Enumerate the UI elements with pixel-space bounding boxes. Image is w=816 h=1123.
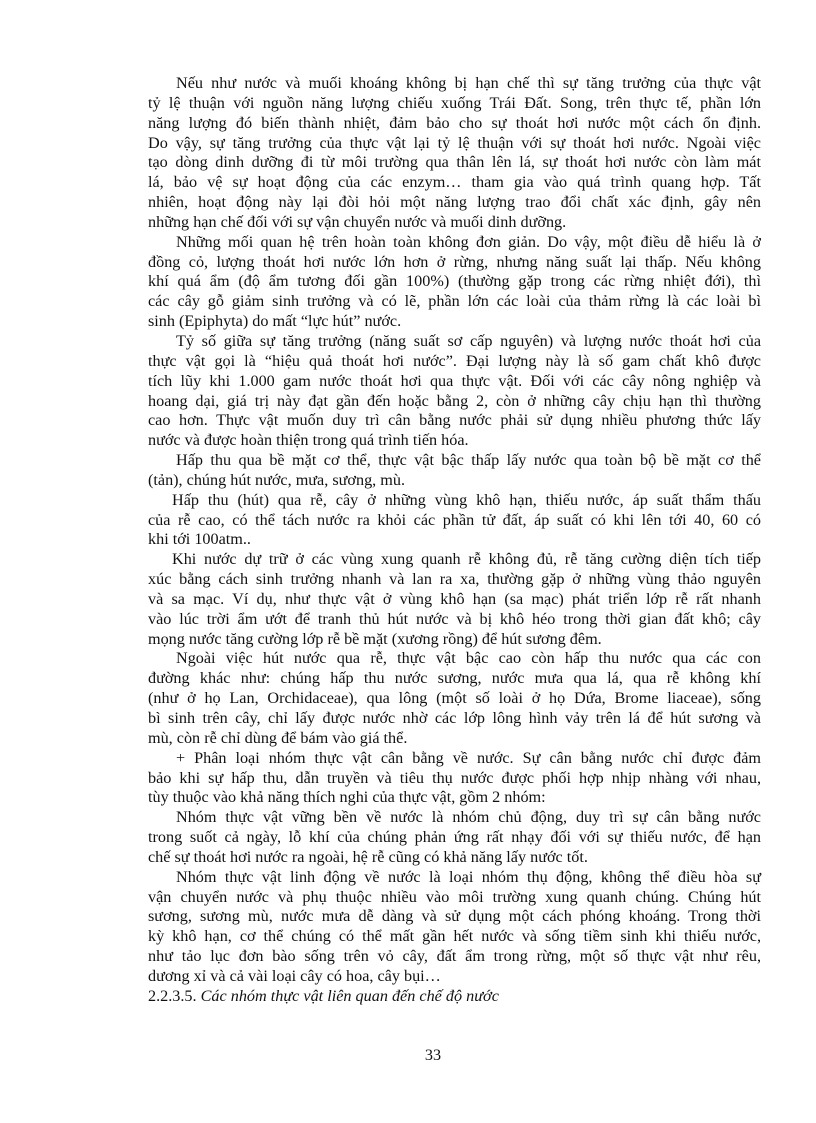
- text-line: đường khác như: chúng hấp thu nước sương, nước mưa qua lá, qua rễ không khí: [148, 669, 761, 688]
- text-line: các cây gỗ giảm sinh trưởng và có lẽ, phần lớn các loài của thảm rừng là các loài bì: [148, 292, 761, 311]
- text-line: trong suốt cả ngày, lỗ khí của chúng phản ứng rất nhạy đối với sự thiếu nước, để hạn: [148, 828, 761, 847]
- text-line: dương xỉ và cả vài loại cây có hoa, cây bụi…: [148, 966, 441, 985]
- text-line: cao hơn. Thực vật muốn duy trì cân bằng nước phải sử dụng nhiều phương thức lấy: [148, 411, 761, 430]
- text-line: bảo khi sự hấp thu, dẫn truyền và tiêu thụ nước được phối hợp nhịp nhàng với nhau,: [148, 768, 761, 787]
- paragraph: [148, 649, 761, 748]
- paragraph: [148, 868, 761, 987]
- paragraph: [148, 332, 761, 451]
- text-line: Nhóm thực vật linh động về nước là loại nhóm thụ động, không thể điều hòa sự: [176, 867, 761, 886]
- section-number: 2.2.3.5.: [148, 986, 197, 1005]
- text-line: xúc bằng cách sinh trưởng nhanh và lan ra xa, thường gặp ở những vùng thảo nguyên: [148, 570, 761, 589]
- text-line: sinh (Epiphyta) do mất “lực hút” nước.: [148, 312, 402, 331]
- text-line: như tảo lục đơn bào sống trên vỏ cây, đất ẩm trong rừng, một số thực vật như rêu,: [148, 947, 761, 966]
- paragraph: [148, 491, 761, 551]
- section-heading: [148, 987, 761, 1007]
- text-line: (tản), chúng hút nước, mưa, sương, mù.: [148, 470, 405, 489]
- text-line: Hấp thu qua bề mặt cơ thể, thực vật bậc thấp lấy nước qua toàn bộ bề mặt cơ thể: [176, 451, 761, 470]
- text-line: nước và được hoàn thiện trong quá trình tiến hóa.: [148, 431, 469, 450]
- text-line: Những mối quan hệ trên hoàn toàn không đơn giản. Do vậy, một điều dễ hiểu là ở: [176, 232, 761, 251]
- paragraph: [148, 808, 761, 868]
- text-line: kỳ khô hạn, cơ thể chúng có thể mất gần hết nước và sống tiềm sinh khi thiếu nước,: [148, 927, 761, 946]
- document-body: [148, 74, 761, 1007]
- text-line: Hấp thu (hút) qua rễ, cây ở những vùng khô hạn, thiếu nước, áp suất thẩm thấu: [172, 490, 761, 509]
- text-line: sương, sương mù, nước mưa dễ dàng và sử dụng một cách phóng khoáng. Trong thời: [148, 907, 761, 926]
- text-line: (như ở họ Lan, Orchidaceae), qua lông (một số loài ở họ Dứa, Brome liaceae), sống: [148, 689, 761, 708]
- text-line: Tỷ số giữa sự tăng trưởng (năng suất sơ cấp nguyên) và lượng nước thoát hơi của: [176, 331, 761, 350]
- text-line: + Phân loại nhóm thực vật cân bằng về nước. Sự cân bằng nước chỉ được đảm: [176, 748, 761, 767]
- text-line: tích lũy khi 1.000 gam nước thoát hơi qua thực vật. Đối với các cây nông nghiệp và: [148, 371, 761, 390]
- text-line: tạo dòng dinh dưỡng đi từ môi trường qua thân lên lá, sự thoát hơi nước còn làm mát: [148, 153, 761, 172]
- text-line: và sa mạc. Ví dụ, như thực vật ở vùng khô hạn (sa mạc) phát triển lớp rễ rất nhanh: [148, 589, 761, 608]
- text-line: của rễ cao, có thể tách nước ra khỏi các phần tử đất, áp suất có khi lên tới 40, 60 có: [148, 510, 761, 529]
- paragraph: [148, 749, 761, 809]
- text-line: tỷ lệ thuận với nguồn năng lượng chiếu xuống Trái Đất. Song, trên thực tế, phần lớn: [148, 93, 761, 112]
- text-line: nhiên, hoạt động này lại đòi hỏi một năng lượng trao đổi chất xác định, gây nên: [148, 193, 761, 212]
- text-line: lá, bảo vệ sự hoạt động của các enzym… tham gia vào quá trình quang hợp. Tất: [148, 173, 761, 192]
- text-line: đồng cỏ, lượng thoát hơi nước lớn hơn ở rừng, nhưng năng suất lại thấp. Nếu không: [148, 252, 761, 271]
- text-line: bì sinh trên cây, chỉ lấy được nước nhờ các lớp lông hình vảy trên lá để hút sương và: [148, 709, 761, 727]
- text-line: mọng nước tăng cường lớp rễ bề mặt (xương rồng) để hút sương đêm.: [148, 629, 602, 648]
- text-line: chế sự thoát hơi nước ra ngoài, hệ rễ cũng có khả năng lấy nước tốt.: [148, 847, 588, 866]
- text-line: những hạn chế đối với sự vận chuyển nước và muối dinh dưỡng.: [148, 212, 567, 231]
- text-line: khi tới 100atm..: [148, 530, 251, 549]
- paragraph: [148, 451, 761, 491]
- paragraph: [148, 233, 761, 332]
- text-line: tùy thuộc vào khả năng thích nghi của thực vật, gồm 2 nhóm:: [148, 788, 546, 807]
- text-line: vận chuyển nước và phụ thuộc nhiều vào môi trường xung quanh chúng. Chúng hút: [148, 887, 761, 906]
- text-line: vào lúc trời ẩm ướt để tranh thủ hút nước và bị khô héo trong thời gian đất khô; cây: [148, 609, 761, 628]
- text-line: khí quá ẩm (độ ẩm tương đối gần 100%) (thường gặp trong các rừng nhiệt đới), thì: [148, 272, 761, 291]
- text-line: Do vậy, sự tăng trưởng của thực vật lại tỷ lệ thuận với sự thoát hơi nước. Ngoài việc: [148, 133, 761, 152]
- text-line: hoang dại, giá trị này đạt gần đến hoặc bằng 2, còn ở những cây chịu hạn thì thường: [148, 391, 761, 410]
- page-number: 33: [424, 1046, 442, 1064]
- section-title: Các nhóm thực vật liên quan đến chế độ nước: [200, 986, 499, 1005]
- text-line: năng lượng đó biến thành nhiệt, đảm bảo cho sự thoát hơi nước một cách ổn định.: [148, 113, 761, 132]
- text-line: Nếu như nước và muối khoáng không bị hạn chế thì sự tăng trưởng của thực vật: [176, 74, 761, 92]
- text-line: Ngoài việc hút nước qua rễ, thực vật bậc cao còn hấp thu nước qua các con: [176, 649, 761, 668]
- text-line: thực vật gọi là “hiệu quả thoát hơi nước”. Đại lượng này là số gam chất khô được: [148, 351, 761, 370]
- paragraph: [148, 74, 761, 233]
- text-line: Khi nước dự trữ ở các vùng xung quanh rễ không đủ, rễ tăng cường diện tích tiếp: [172, 550, 761, 569]
- text-line: Nhóm thực vật vững bền về nước là nhóm chủ động, duy trì sự cân bằng nước: [176, 808, 761, 827]
- paragraph: [148, 550, 761, 649]
- text-line: mù, còn rễ chỉ dùng để bám vào giá thể.: [148, 728, 408, 747]
